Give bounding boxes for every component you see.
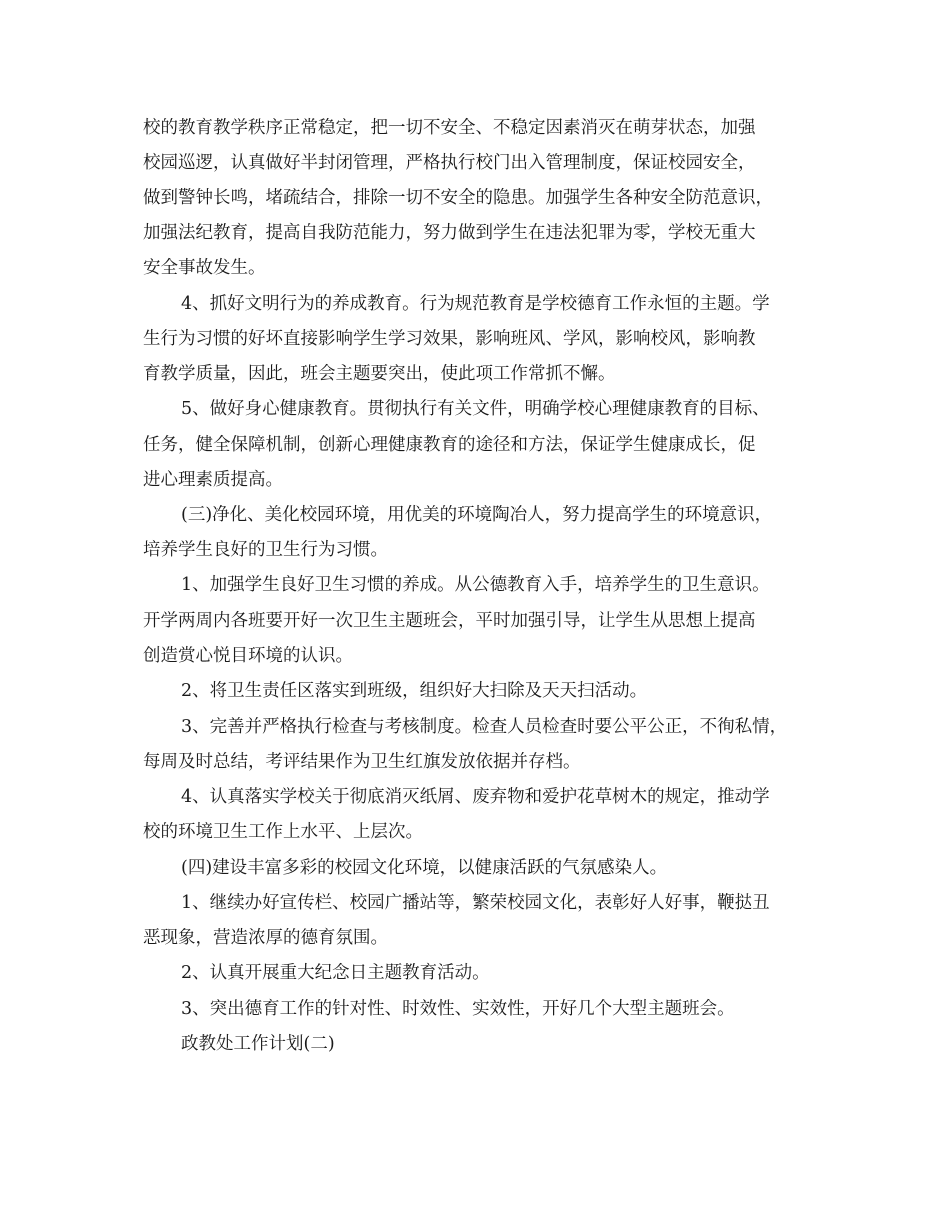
text-line: 校的教育教学秩序正常稳定，把一切不安全、不稳定因素消灭在萌芽状态，加强	[143, 118, 756, 138]
text-line: 生行为习惯的好坏直接影响学生学习效果，影响班风、学风，影响校风，影响教	[143, 329, 756, 349]
text-line: 育教学质量，因此，班会主题要突出，使此项工作常抓不懈。	[143, 364, 616, 384]
text-line: 进心理素质提高。	[143, 470, 283, 490]
text-line: 做到警钟长鸣，堵疏结合，排除一切不安全的隐患。加强学生各种安全防范意识，	[143, 188, 773, 208]
paragraph-start: 1、继续办好宣传栏、校园广播站等，繁荣校园文化，表彰好人好事，鞭挞丑	[181, 893, 770, 913]
paragraph-start: 3、突出德育工作的针对性、时效性、实效性，开好几个大型主题班会。	[181, 999, 735, 1019]
text-line: 安全事故发生。	[143, 258, 266, 278]
paragraph-start: 4、认真落实学校关于彻底消灭纸屑、废弃物和爱护花草树木的规定，推动学	[181, 787, 770, 807]
text-line: 任务，健全保障机制，创新心理健康教育的途径和方法，保证学生健康成长，促	[143, 435, 756, 455]
text-line: 培养学生良好的卫生行为习惯。	[143, 540, 388, 560]
paragraph-start: 5、做好身心健康教育。贯彻执行有关文件，明确学校心理健康教育的目标、	[181, 399, 770, 419]
section-heading: (三)净化、美化校园环境，用优美的环境陶冶人，努力提高学生的环境意识，	[181, 505, 773, 525]
paragraph-start: 2、将卫生责任区落实到班级，组织好大扫除及天天扫活动。	[181, 681, 648, 701]
text-line: 开学两周内各班要开好一次卫生主题班会，平时加强引导，让学生从思想上提高	[143, 611, 756, 631]
text-line: 校园巡逻，认真做好半封闭管理，严格执行校门出入管理制度，保证校园安全，	[143, 153, 756, 173]
text-line: 校的环境卫生工作上水平、上层次。	[143, 822, 423, 842]
paragraph-start: 1、加强学生良好卫生习惯的养成。从公德教育入手，培养学生的卫生意识。	[181, 575, 770, 595]
text-line: 加强法纪教育，提高自我防范能力，努力做到学生在违法犯罪为零，学校无重大	[143, 223, 756, 243]
paragraph-start: 3、完善并严格执行检查与考核制度。检查人员检查时要公平公正，不徇私情，	[181, 717, 788, 737]
paragraph-start: 2、认真开展重大纪念日主题教育活动。	[181, 963, 490, 983]
text-line: 恶现象，营造浓厚的德育氛围。	[143, 928, 388, 948]
text-line: 每周及时总结，考评结果作为卫生红旗发放依据并存档。	[143, 752, 581, 772]
document-title: 政教处工作计划(二)	[181, 1034, 335, 1054]
section-heading: (四)建设丰富多彩的校园文化环境，以健康活跃的气氛感染人。	[181, 858, 668, 878]
text-line: 创造赏心悦目环境的认识。	[143, 646, 353, 666]
paragraph-start: 4、抓好文明行为的养成教育。行为规范教育是学校德育工作永恒的主题。学	[181, 294, 770, 314]
